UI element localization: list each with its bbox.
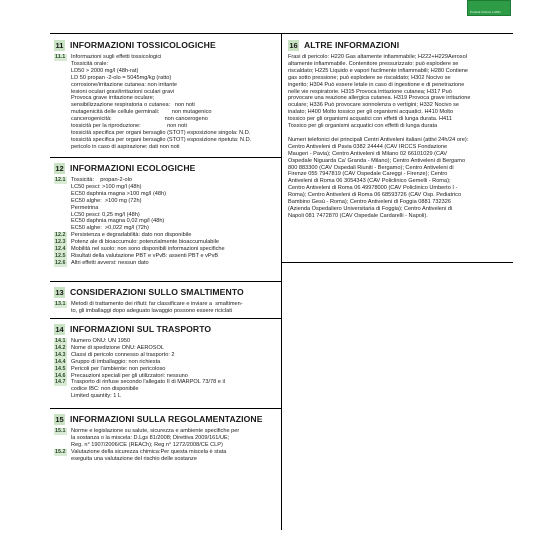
separator [50, 157, 281, 158]
text-line [288, 54, 513, 61]
subsection-code [54, 116, 67, 123]
text-line [54, 75, 276, 82]
subsection-code: 12.3 [55, 239, 66, 246]
line-text: ingerito; H304 Può essere letale in caso di ingestione e di penetrazione [288, 81, 465, 88]
section-title: INFORMAZIONI SUL TRASPORTO [70, 324, 212, 334]
line-text: Informazioni sugli effetti tossicologici [71, 54, 162, 60]
text-line [54, 184, 276, 191]
text-line [288, 82, 513, 89]
section-body [54, 177, 276, 267]
section-15-regulation [54, 412, 276, 463]
line-text: Risultati della valutazione PBT e vPvB: assenti PBT e vPvB [71, 252, 219, 259]
text-line [54, 218, 276, 225]
line-text: sensibilizzazione respiratoria o cutanea: non noti [71, 102, 195, 109]
text-line [288, 102, 513, 109]
subsection-code: 12.2 [55, 232, 66, 239]
line-text: LC50 pesci: >100 mg/l (48h) [71, 183, 142, 190]
line-text: Altri effetti avversi: nessun dato [71, 259, 149, 266]
subsection-code [54, 68, 67, 75]
line-text: altamente infiammabile. Contenitore pressurizzato: può esplodere se [288, 60, 459, 67]
line-text: Limited quantity: 1 L [71, 393, 122, 400]
subsection-code: 12.5 [55, 252, 66, 259]
section-12-ecology [54, 161, 276, 267]
section-body [54, 428, 276, 463]
line-text: Provoca grave irritazione oculare; [71, 95, 155, 102]
line-text: lesioni oculari gravi/irritazioni oculari gravi [71, 88, 175, 95]
line-text: Napoli 081 7472870 (CAV Ospedale Cardarelli - Napoli). [288, 212, 428, 219]
line-text: Maugeri - Pavia); Centro Antiveleni di Milano 02 66101029 (CAV [288, 150, 448, 157]
subsection-code [54, 442, 67, 449]
section-title: CONSIDERAZIONI SULLO SMALTIMENTO [70, 287, 244, 297]
text-line [54, 260, 276, 267]
line-text: Tossicità orale: [71, 60, 108, 67]
text-line [54, 130, 276, 137]
text-line [54, 301, 276, 308]
line-text: Precauzioni speciali per gli utilizzatori: nessuno [71, 372, 188, 379]
text-line [288, 185, 513, 192]
line-text: tossicità specifica per organi bersaglio (STOT) esposizione singola: N.D. [71, 129, 251, 136]
text-line [288, 95, 513, 102]
subsection-code [54, 205, 67, 212]
subsection-code [54, 184, 67, 191]
subsection-code [54, 198, 67, 205]
text-line [54, 428, 276, 435]
line-text: EC50 alghe: >100 mg (72h) [71, 197, 142, 204]
line-text: EC50 daphnia magna 0,02 mg/l (48h) [71, 218, 165, 225]
section-body [54, 301, 276, 315]
subsection-code [54, 102, 67, 109]
subsection-code: 13.1 [55, 301, 66, 307]
separator [50, 281, 281, 282]
line-text: Valutazione della sicurezza chimica:Per questa miscela è stata [71, 448, 227, 455]
text-line [54, 435, 276, 442]
section-header [54, 285, 276, 299]
line-text: LD50 > 2000 mg/l (48h-rat) [71, 67, 139, 74]
subsection-code: 12.4 [55, 246, 66, 253]
text-line [54, 442, 276, 449]
text-line [54, 393, 276, 400]
section-header [288, 38, 513, 52]
text-line [54, 116, 276, 123]
line-text: Antiveleni di Roma 06 3054343 (CAV Policlinico Gemelli - Roma); [288, 178, 451, 185]
text-line [54, 212, 276, 219]
subsection-code [54, 89, 67, 96]
subsection-code: 12.1 [55, 177, 66, 183]
section-body [288, 54, 513, 220]
text-line [54, 239, 276, 246]
subsection-code [54, 308, 67, 315]
line-text: Gruppo di imballaggio: non richiesta [71, 358, 161, 365]
text-line [54, 338, 276, 345]
text-line [54, 102, 276, 109]
section-header [54, 322, 276, 336]
text-line [288, 130, 513, 137]
text-line [54, 61, 276, 68]
subsection-code: 15.2 [55, 448, 66, 455]
line-text: Bambino Gesù - Roma); Centro Antiveleni di Foggia 0881 732326 [288, 199, 451, 206]
line-text: Nome di spedizione ONU: AEROSOL [71, 344, 164, 351]
line-text: to, gli imballaggi dopo adeguato lavaggio possono essere riciclati [71, 307, 233, 314]
subsection-code [54, 137, 67, 144]
line-text: Persistenza e degradabilità: dato non disponibile [71, 232, 192, 239]
text-line [54, 89, 276, 96]
subsection-code [54, 95, 67, 102]
text-line [54, 225, 276, 232]
text-line [288, 75, 513, 82]
line-text: provocare una reazione allergica cutanea. H319 Provoca grave irritazione [288, 95, 471, 102]
text-line [54, 109, 276, 116]
line-text [288, 130, 513, 137]
text-line [54, 246, 276, 253]
subsection-code [54, 435, 67, 442]
subsection-code [54, 393, 67, 400]
line-text: Roma); Centro Antiveleni di Roma 06 68593726 (CAV Osp. Pediatrico [288, 192, 462, 199]
section-title: INFORMAZIONI SULLA REGOLAMENTAZIONE [70, 414, 263, 424]
text-line [54, 198, 276, 205]
section-number: 16 [289, 40, 298, 50]
line-text: Tossicità: propan-2-olo [71, 177, 132, 183]
text-line [54, 123, 276, 130]
section-body [54, 338, 276, 400]
section-number: 12 [55, 163, 64, 173]
separator [50, 408, 281, 409]
subsection-code [54, 386, 67, 393]
text-line [54, 82, 276, 89]
section-11-toxicology [54, 38, 276, 151]
text-line [54, 68, 276, 75]
company-logo [467, 0, 511, 16]
separator [50, 318, 281, 319]
subsection-code: 14.3 [55, 351, 66, 358]
text-line [54, 54, 276, 61]
separator [282, 262, 513, 263]
subsection-code: 14.4 [55, 358, 66, 365]
subsection-code: 14.6 [55, 372, 66, 379]
line-text: Mobilità nel suolo: non sono disponibili informazioni specifiche [71, 246, 225, 253]
text-line [288, 171, 513, 178]
text-line [54, 379, 276, 386]
section-title: INFORMAZIONI TOSSICOLOGICHE [70, 40, 216, 50]
line-text: EC50 alghe: >0,022 mg/l (72h) [71, 225, 149, 232]
line-text: Trasporto di rinfuse secondo l'allegato II di MARPOL 73/78 e il [71, 379, 225, 386]
line-text: riscaldato; H225 Liquido e vapori facilmente infiammabili; H280 Contiene [288, 67, 469, 74]
line-text: Classi di pericolo connesso al trasporto: 2 [71, 351, 175, 358]
section-header [54, 161, 276, 175]
text-line [288, 178, 513, 185]
section-header [54, 412, 276, 426]
section-number: 13 [55, 287, 64, 297]
section-number: 11 [55, 40, 64, 50]
subsection-code [54, 75, 67, 82]
section-title: INFORMAZIONI ECOLOGICHE [70, 163, 196, 173]
line-text: Numero ONU: UN 1950 [71, 338, 131, 344]
text-line [288, 123, 513, 130]
subsection-code [54, 225, 67, 232]
text-line [54, 253, 276, 260]
line-text: Potenz ale di bioaccumulo: potenzialmente bioaccumulabile [71, 239, 220, 246]
subsection-code: 11.1 [55, 54, 66, 60]
text-line [288, 192, 513, 199]
text-line [288, 68, 513, 75]
line-text: Centro Antiveleni di Roma 06 49978000 (CAV Policlinico Umberto I - [288, 185, 458, 192]
line-text: tossico per gli organismi acquatici con effetti di lunga durata. H411 [288, 116, 452, 123]
logo-text: Prodotti Chimici e Affini [470, 10, 501, 14]
text-line [288, 137, 513, 144]
text-line [288, 158, 513, 165]
section-16-other-info [288, 38, 513, 220]
text-line [54, 352, 276, 359]
line-text: tossicità per la riproduzione: non noti [71, 123, 187, 130]
text-line [54, 232, 276, 239]
text-line [54, 456, 276, 463]
subsection-code: 14.2 [55, 344, 66, 351]
text-line [288, 61, 513, 68]
line-text: Ospedale Niguarda Ca' Granda - Milano); Centro Antiveleni di Bergamo [288, 157, 466, 164]
subsection-code [54, 109, 67, 116]
subsection-code [54, 82, 67, 89]
subsection-code: 12.6 [55, 259, 66, 266]
line-text: gas sotto pressione; può esplodere se riscaldato; H302 Nocivo se [288, 74, 451, 81]
subsection-code [54, 456, 67, 463]
line-text: pericolo in caso di aspirazione: dati non noti [71, 143, 180, 150]
line-text: eseguita una valutazione del rischio delle sostanze [71, 455, 197, 462]
text-line [288, 213, 513, 220]
text-line [54, 137, 276, 144]
line-text: Frasi di pericolo: H220 Gas altamente infiammabile; H222+H229Aerosol [288, 54, 467, 60]
text-line [288, 199, 513, 206]
line-text: Firenze 055 7947819 (CAV Ospedale Careggi - Firenze); Centro [288, 171, 448, 178]
subsection-code [54, 144, 67, 151]
line-text: Pericoli per l'ambiente: non pericoloso [71, 365, 166, 372]
line-text: Tossico per gli organismi acquatici con effetti di lunga durata [288, 123, 438, 130]
line-text: tossicità specifica per organi bersaglio (STOT) esposizione ripetuta: N.D. [71, 136, 252, 143]
line-text: (Azienda Ospedaliero Universitaria di Foggia); Centro Antiveleni di [288, 205, 453, 212]
subsection-code [54, 61, 67, 68]
center-divider [281, 33, 282, 530]
text-line [288, 109, 513, 116]
text-line [288, 151, 513, 158]
subsection-code: 14.5 [55, 365, 66, 372]
section-number: 14 [55, 324, 64, 334]
text-line [288, 144, 513, 151]
text-line [54, 345, 276, 352]
section-number: 15 [55, 414, 64, 424]
section-title: ALTRE INFORMAZIONI [304, 40, 400, 50]
line-text: Metodi di trattamento dei rifiuti: far classificare e inviare a smaltimen- [71, 301, 243, 307]
line-text: LC50 pesci: 0,25 mg/l (48h) [71, 211, 140, 218]
text-line [54, 449, 276, 456]
line-text: cancerogenicità: non cancerogeno [71, 116, 208, 123]
text-line [54, 386, 276, 393]
line-text: mutagenicità delle cellule germinali: non mutagenico [71, 109, 212, 116]
text-line [54, 177, 276, 184]
line-text: Permetrina [71, 204, 99, 211]
section-header [54, 38, 276, 52]
section-14-transport [54, 322, 276, 400]
text-line [54, 366, 276, 373]
text-line [54, 308, 276, 315]
text-line [54, 359, 276, 366]
line-text: Norme e legislazione su salute, sicurezza e ambiente specifiche per [71, 428, 240, 434]
text-line [54, 95, 276, 102]
line-text: LD 50 propan -2-olo = 5045mg/kg (ratto) [71, 74, 172, 81]
line-text: Numeri telefonici dei principali Centri Antiveleni italiani (attivi 24h/24 ore): [288, 136, 469, 143]
line-text: Centro Antiveleni di Pavia 0382 24444 (CAV IRCCS Fondazione [288, 143, 448, 150]
line-text: codice IBC: non disponibile [71, 386, 139, 393]
section-13-disposal [54, 285, 276, 315]
line-text: la sostanza o la miscela: D.Lgs 81/2008; Direttiva 2009/161/UE; [71, 434, 230, 441]
text-line [288, 206, 513, 213]
text-line [54, 373, 276, 380]
subsection-code: 14.7 [55, 379, 66, 386]
text-line [54, 205, 276, 212]
line-text: nelle vie respiratorie. H315 Provoca irritazione cutanea; H317 Può [288, 88, 452, 95]
text-line [288, 165, 513, 172]
subsection-code: 14.1 [55, 338, 66, 344]
line-text: oculare; H336 Può provocare sonnolenza o vertigini; H332 Nocivo se [288, 102, 460, 109]
subsection-code [54, 130, 67, 137]
subsection-code [54, 191, 67, 198]
subsection-code [54, 123, 67, 130]
line-text: Reg. n° 1907/2006/CE (REACh); Reg n° 1272/2008/CE CLP) [71, 441, 223, 448]
line-text: EC50 daphnia magna >100 mg/l (48h) [71, 190, 167, 197]
subsection-code: 15.1 [55, 428, 66, 434]
text-line [54, 144, 276, 151]
text-line [288, 89, 513, 96]
text-line [54, 191, 276, 198]
line-text: 800 883300 (CAV Ospedali Riuniti - Bergamo); Centro Antiveleni di [288, 164, 454, 171]
text-line [288, 116, 513, 123]
subsection-code [54, 212, 67, 219]
line-text: corrosione/irritazione cutanea: non irritante [71, 81, 178, 88]
subsection-code [54, 218, 67, 225]
section-body [54, 54, 276, 151]
line-text: inalato; H400 Molto tossico per gli organismi acquatici. H410 Molto [288, 109, 454, 116]
